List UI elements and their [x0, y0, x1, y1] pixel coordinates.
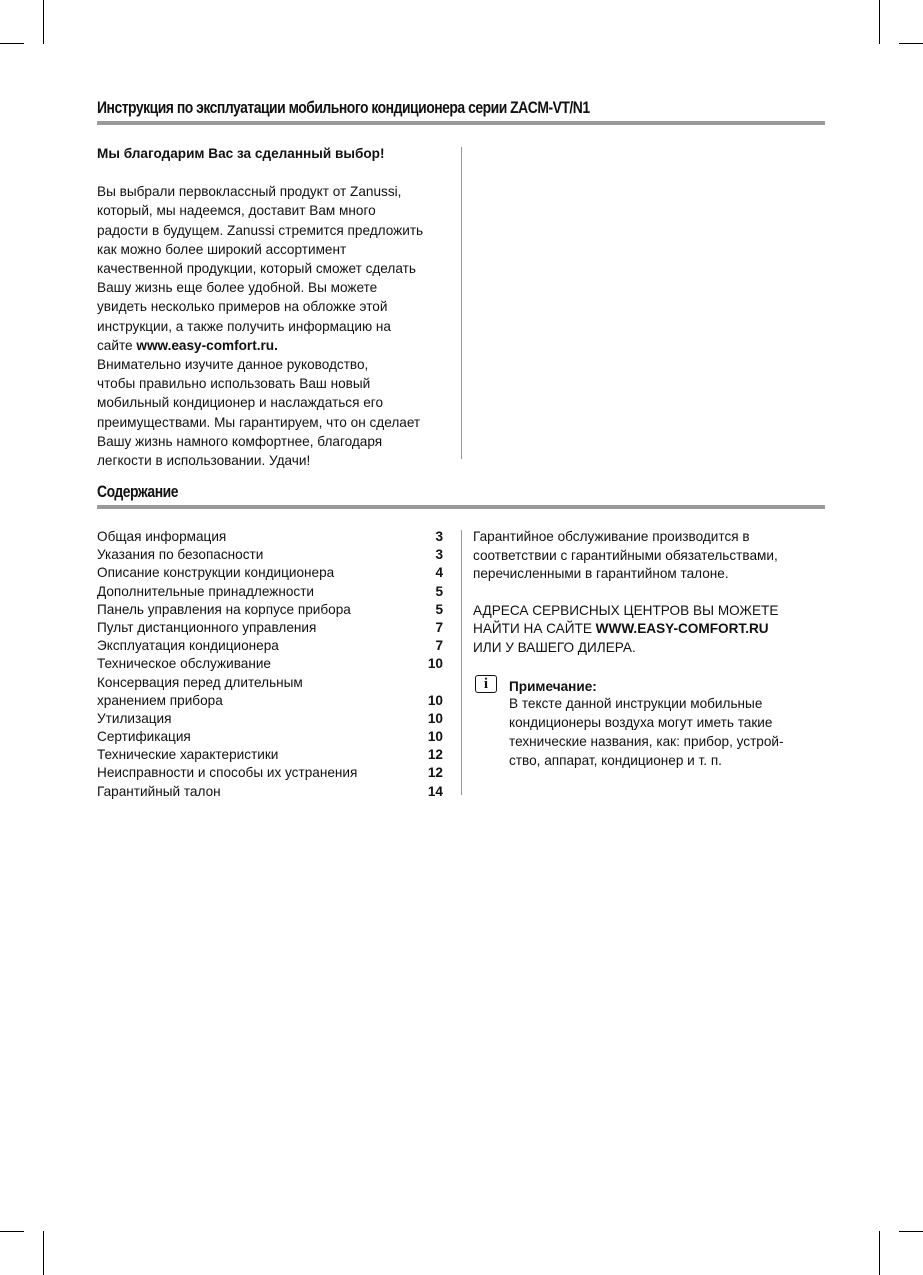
- toc-item-page: 14: [427, 783, 443, 799]
- service-address: [473, 602, 823, 658]
- intro-line: мобильный кондиционер и наслаждаться его: [97, 395, 384, 411]
- toc-item-label: Неисправности и способы их устранения: [97, 765, 358, 781]
- toc-item[interactable]: [97, 528, 445, 546]
- toc-item-page: 5: [435, 583, 443, 599]
- toc-item-page: 3: [435, 529, 443, 544]
- warranty-line: Гарантийное обслуживание производится в: [473, 529, 750, 544]
- toc-item[interactable]: [97, 710, 445, 728]
- intro-line: качественной продукции, который сможет сделать: [97, 261, 416, 277]
- crop-mark: [879, 1231, 880, 1275]
- intro-line: радости в будущем. Zanussi стремится предложить: [97, 222, 424, 238]
- toc-item[interactable]: [97, 746, 445, 764]
- toc-item-page: 10: [427, 729, 443, 745]
- toc-item[interactable]: [97, 674, 445, 692]
- toc-item-label: Указания по безопасности: [97, 547, 264, 563]
- toc-item-page: 7: [435, 638, 443, 654]
- toc-item-label: Пульт дистанционного управления: [97, 619, 317, 635]
- toc-item[interactable]: [97, 546, 445, 564]
- intro-line: чтобы правильно использовать Ваш новый: [97, 376, 371, 392]
- toc-item-label: Утилизация: [97, 710, 172, 726]
- address-line: ИЛИ У ВАШЕГО ДИЛЕРА.: [473, 639, 636, 655]
- toc-item-page: 3: [435, 547, 443, 563]
- toc-item-page: 12: [427, 765, 443, 781]
- toc-item-page: 10: [427, 656, 443, 672]
- address-site-link[interactable]: WWW.EASY-COMFORT.RU: [595, 621, 769, 637]
- toc-item-page: 4: [435, 565, 443, 581]
- toc-item-label: Общая информация: [97, 529, 227, 544]
- table-of-contents: [97, 528, 445, 801]
- intro-line: Внимательно изучите данное руководство,: [97, 357, 369, 373]
- toc-item[interactable]: [97, 637, 445, 655]
- toc-item-label: Консервация перед длительным: [97, 674, 303, 690]
- toc-item[interactable]: [97, 601, 445, 619]
- toc-item[interactable]: [97, 728, 445, 746]
- toc-item-page: 10: [427, 692, 443, 708]
- contents-title: Содержание: [97, 482, 178, 501]
- note-line: В тексте данной инструкции мобильные: [509, 696, 763, 711]
- toc-item[interactable]: [97, 619, 445, 637]
- crop-mark: [0, 43, 24, 44]
- note-line: кондиционеры воздуха могут иметь такие: [509, 715, 773, 730]
- intro-line: преимуществами. Мы гарантируем, что он сделает: [97, 414, 421, 430]
- address-prefix: НАЙТИ НА САЙТЕ: [473, 621, 596, 637]
- address-line: АДРЕСА СЕРВИСНЫХ ЦЕНТРОВ ВЫ МОЖЕТЕ: [473, 602, 779, 618]
- toc-item[interactable]: [97, 764, 445, 782]
- page-title: Инструкция по эксплуатации мобильного кондиционера серии ZACM-VT/N1: [97, 98, 590, 117]
- note-line: технические названия, как: прибор, устрой-: [509, 734, 784, 749]
- intro-line: который, мы надеемся, доставит Вам много: [97, 203, 376, 219]
- column-divider: [461, 530, 462, 795]
- crop-mark: [899, 1231, 923, 1232]
- intro-line: Вашу жизнь намного комфортнее, благодаря: [97, 433, 383, 449]
- note-title: Примечание:: [509, 679, 597, 694]
- header-rule: [97, 121, 825, 125]
- toc-item-page: 5: [435, 601, 443, 617]
- toc-item[interactable]: [97, 564, 445, 582]
- intro-thanks: Мы благодарим Вас за сделанный выбор!: [97, 146, 385, 161]
- crop-mark: [879, 0, 880, 44]
- toc-item-page: 10: [427, 710, 443, 726]
- toc-item[interactable]: [97, 692, 445, 710]
- crop-mark: [43, 1231, 44, 1275]
- address-line: [473, 620, 823, 639]
- contents-rule: [97, 505, 825, 509]
- toc-item-page: 12: [427, 747, 443, 763]
- toc-item-label: Панель управления на корпусе прибора: [97, 601, 351, 617]
- crop-mark: [0, 1231, 24, 1232]
- warranty-section: [473, 528, 823, 658]
- toc-item-page: 7: [435, 619, 443, 635]
- crop-mark: [43, 0, 44, 44]
- intro-line: Вашу жизнь еще более удобной. Вы можете: [97, 280, 378, 296]
- warranty-line: перечисленными в гарантийном талоне.: [473, 566, 729, 582]
- info-icon: i: [475, 675, 497, 693]
- intro-site-link[interactable]: www.easy-comfort.ru.: [136, 337, 278, 353]
- toc-item-label: Технические характеристики: [97, 747, 279, 763]
- intro-line: инструкции, а также получить информацию на: [97, 318, 391, 334]
- toc-item-label: Дополнительные принадлежности: [97, 583, 315, 599]
- toc-item-label: хранением прибора: [97, 692, 223, 708]
- intro-line: увидеть несколько примеров на обложке этой: [97, 299, 388, 315]
- intro-site-line: [97, 336, 459, 355]
- toc-item-label: Сертификация: [97, 729, 191, 745]
- toc-item-label: Гарантийный талон: [97, 783, 221, 799]
- note-line: ство, аппарат, кондиционер и т. п.: [509, 753, 722, 768]
- intro-section: [97, 144, 459, 470]
- warranty-line: соответствии с гарантийными обязательствами,: [473, 547, 778, 563]
- intro-site-prefix: сайте: [97, 337, 137, 353]
- intro-line: легкости в использовании. Удачи!: [97, 453, 311, 469]
- toc-item[interactable]: [97, 783, 445, 801]
- column-divider: [461, 147, 462, 459]
- note-body: [509, 694, 829, 770]
- intro-line: как можно более широкий ассортимент: [97, 241, 347, 257]
- toc-item[interactable]: [97, 655, 445, 673]
- toc-item-label: Техническое обслуживание: [97, 656, 271, 672]
- intro-line: Вы выбрали первоклассный продукт от Zanussi,: [97, 184, 402, 200]
- crop-mark: [899, 43, 923, 44]
- toc-item-label: Описание конструкции кондиционера: [97, 565, 335, 581]
- toc-item-label: Эксплуатация кондиционера: [97, 638, 279, 654]
- toc-item[interactable]: [97, 583, 445, 601]
